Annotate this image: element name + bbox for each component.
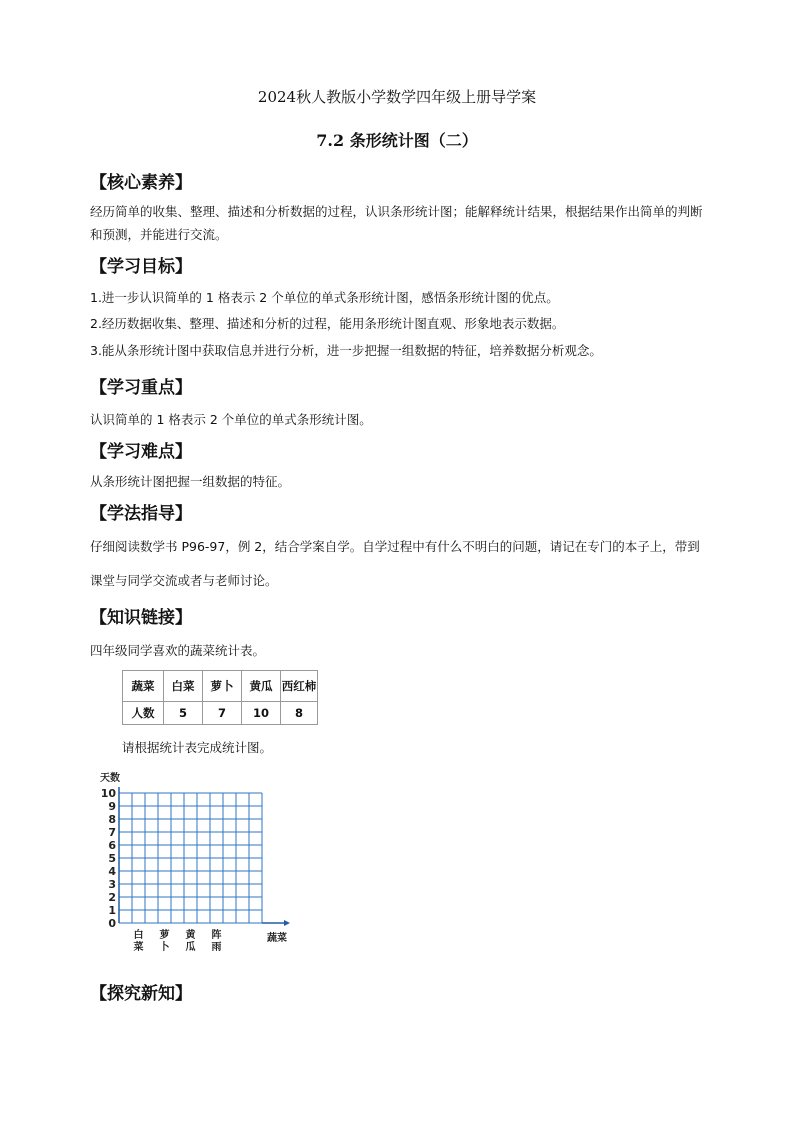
- link-instruction: 请根据统计表完成统计图。: [122, 740, 273, 755]
- key-text: 认识简单的 1 格表示 2 个单位的单式条形统计图。: [90, 412, 372, 427]
- heading-goals: 【学习目标】: [90, 257, 192, 277]
- bar-chart-grid: [95, 758, 315, 963]
- y-tick-label: 6: [108, 839, 116, 852]
- y-tick-label: 9: [108, 800, 116, 813]
- y-tick-label: 1: [108, 904, 116, 917]
- heading-difficulty: 【学习难点】: [90, 442, 192, 462]
- difficulty-text: 从条形统计图把握一组数据的特征。: [90, 474, 291, 489]
- table-cell: 人数: [123, 702, 164, 725]
- lesson-title: 7.2 条形统计图（二）: [316, 131, 478, 150]
- table-cell: 5: [164, 702, 203, 725]
- table-cell: 萝卜: [203, 671, 242, 702]
- table-cell: 白菜: [164, 671, 203, 702]
- heading-key: 【学习重点】: [90, 378, 192, 398]
- table-cell: 黄瓜: [242, 671, 281, 702]
- x-category-label: 白菜: [133, 930, 144, 953]
- y-tick-label: 8: [108, 813, 116, 826]
- x-category-label: 黄瓜: [185, 930, 196, 953]
- table-row: [123, 702, 318, 725]
- y-tick-label: 3: [108, 878, 116, 891]
- goal-item-2: 2.经历数据收集、整理、描述和分析的过程，能用条形统计图直观、形象地表示数据。: [90, 316, 565, 331]
- table-cell: 7: [203, 702, 242, 725]
- core-text: 经历简单的收集、整理、描述和分析数据的过程，认识条形统计图；能解释统计结果，根据结果作出简单的判断和预测，并能进行交流。: [90, 204, 703, 242]
- heading-core: 【核心素养】: [90, 173, 192, 193]
- table-cell: 10: [242, 702, 281, 725]
- table-cell: 西红柿: [281, 671, 318, 702]
- y-tick-label: 7: [108, 826, 116, 839]
- x-category-label: 萝卜: [159, 930, 170, 953]
- table-cell: 蔬菜: [123, 671, 164, 702]
- y-tick-label: 4: [108, 865, 116, 878]
- method-text: 仔细阅读数学书 P96-97，例 2，结合学案自学。自学过程中有什么不明白的问题，请记在专门的本子上，带到课堂与同学交流或者与老师讨论。: [90, 539, 700, 588]
- table-cell: 8: [281, 702, 318, 725]
- y-axis-label: 天数: [100, 773, 120, 784]
- y-tick-label: 0: [108, 917, 116, 930]
- x-axis-arrow-icon: [284, 920, 290, 926]
- goal-item-1: 1.进一步认识简单的 1 格表示 2 个单位的单式条形统计图，感悟条形统计图的优点。: [90, 290, 559, 305]
- vegetable-table: [122, 670, 318, 725]
- y-tick-label: 5: [108, 852, 116, 865]
- heading-explore: 【探究新知】: [90, 984, 192, 1004]
- y-tick-label: 2: [108, 891, 116, 904]
- heading-method: 【学法指导】: [90, 504, 192, 524]
- table-row: [123, 671, 318, 702]
- x-category-label: 阵雨: [211, 930, 222, 953]
- y-tick-label: 10: [100, 787, 116, 800]
- link-intro: 四年级同学喜欢的蔬菜统计表。: [90, 643, 266, 658]
- document-title: 2024秋人教版小学数学四年级上册导学案: [257, 88, 537, 106]
- goal-item-3: 3.能从条形统计图中获取信息并进行分析，进一步把握一组数据的特征，培养数据分析观念。: [90, 343, 602, 358]
- x-axis-label: 蔬菜: [267, 933, 287, 944]
- heading-link: 【知识链接】: [90, 608, 192, 628]
